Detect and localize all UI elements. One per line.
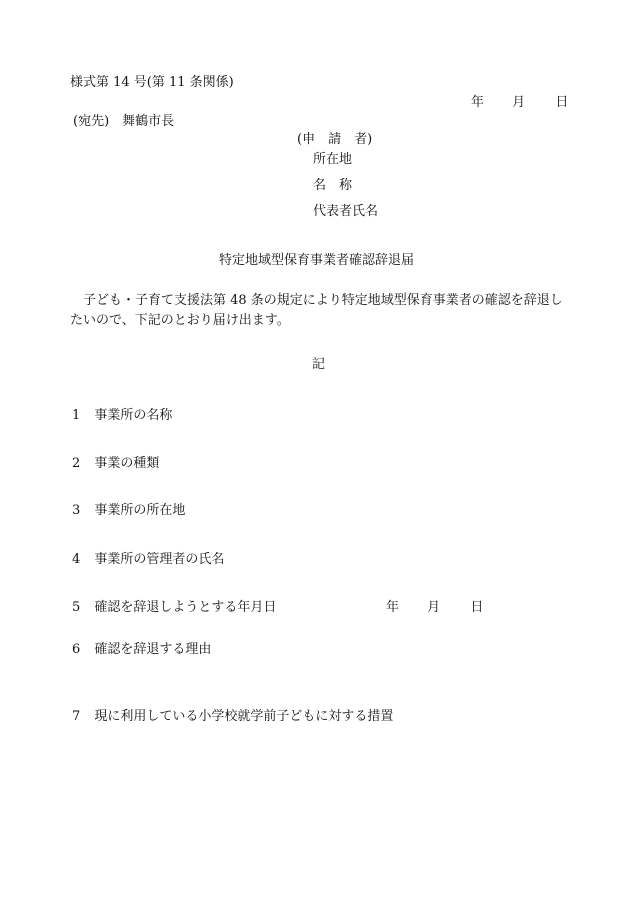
item-number: 7 <box>72 709 81 724</box>
date-month: 月 <box>512 95 526 110</box>
item-2 <box>72 456 159 472</box>
item-label: 事業所の管理者の氏名 <box>94 552 225 567</box>
item-6 <box>72 642 211 658</box>
date-day: 日 <box>555 95 569 110</box>
item5-date-year: 年 <box>386 600 400 615</box>
form-number: 様式第 14 号(第 11 条関係) <box>70 75 234 90</box>
date-year: 年 <box>471 95 485 110</box>
item-number: 6 <box>72 642 81 657</box>
item-label: 事業の種類 <box>94 456 160 471</box>
item5-date-month: 月 <box>427 600 441 615</box>
item-1 <box>72 408 172 424</box>
body-paragraph: 子ども・子育て支援法第 48 条の規定により特定地域型保育事業者の確認を辞退したいので、下記のとおり届け出ます。 <box>70 293 563 328</box>
applicant-name-label: 名 称 <box>313 178 353 193</box>
item-5-date <box>386 600 483 616</box>
item-number: 2 <box>72 456 81 471</box>
item-label: 事業所の所在地 <box>94 503 186 518</box>
submission-date <box>471 95 568 111</box>
item5-date-day: 日 <box>470 600 484 615</box>
applicant-address-label: 所在地 <box>313 152 353 167</box>
item-number: 1 <box>72 408 81 423</box>
item-label: 確認を辞退しようとする年月日 <box>94 600 277 615</box>
item-number: 3 <box>72 503 81 518</box>
item-5 <box>72 600 276 616</box>
item-label: 現に利用している小学校就学前子どもに対する措置 <box>94 709 394 724</box>
item-number: 4 <box>72 552 81 567</box>
document-title: 特定地域型保育事業者確認辞退届 <box>219 253 415 268</box>
item-7 <box>72 709 393 725</box>
applicant-heading: (申 請 者) <box>297 132 373 147</box>
applicant-representative-label: 代表者氏名 <box>313 204 379 219</box>
item-label: 確認を辞退する理由 <box>94 642 212 657</box>
item-label: 事業所の名称 <box>94 408 173 423</box>
item-3 <box>72 503 185 519</box>
ki-heading: 記 <box>312 357 326 372</box>
item-4 <box>72 552 224 568</box>
item-number: 5 <box>72 600 81 615</box>
addressee: (宛先) 舞鶴市長 <box>73 114 175 129</box>
